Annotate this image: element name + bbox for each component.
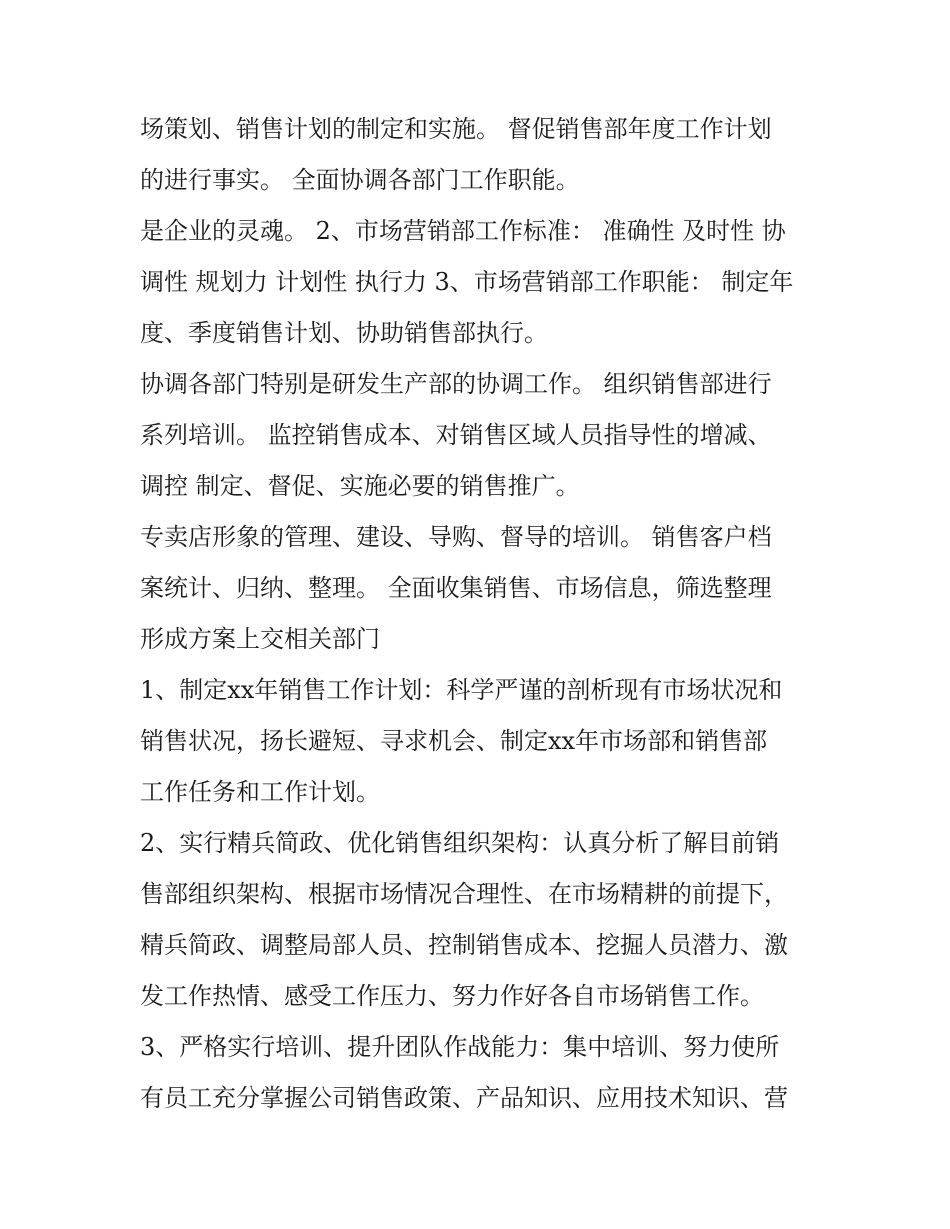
text-line: 销售状况，扬长避短、寻求机会、制定xx年市场部和销售部 (140, 727, 768, 755)
text-line: 售部组织架构、根据市场情况合理性、在市场精耕的前提下， (140, 880, 788, 908)
text-line: 场策划、销售计划的制定和实施。 督促销售部年度工作计划 (140, 115, 772, 143)
text-line: 是企业的灵魂。 2、市场营销部工作标准： 准确性 及时性 协 (140, 217, 786, 245)
text-line: 形成方案上交相关部门 (140, 625, 380, 653)
text-line: 调控 制定、督促、实施必要的销售推广。 (140, 472, 580, 500)
text-line: 1、制定xx年销售工作计划：科学严谨的剖析现有市场状况和 (140, 676, 783, 704)
text-line: 发工作热情、感受工作压力、努力作好各自市场销售工作。 (140, 982, 764, 1010)
text-line: 有员工充分掌握公司销售政策、产品知识、应用技术知识、营 (140, 1084, 788, 1112)
text-line: 度、季度销售计划、协助销售部执行。 (140, 319, 548, 347)
text-line: 2、实行精兵简政、优化销售组织架构：认真分析了解目前销 (140, 829, 780, 857)
text-line: 协调各部门特别是研发生产部的协调工作。 组织销售部进行 (140, 370, 772, 398)
text-line: 工作任务和工作计划。 (140, 778, 380, 806)
text-line: 调性 规划力 计划性 执行力 3、市场营销部工作职能： 制定年 (140, 268, 794, 296)
text-line: 系列培训。 监控销售成本、对销售区域人员指导性的增减、 (140, 421, 772, 449)
text-line: 的进行事实。 全面协调各部门工作职能。 (140, 166, 580, 194)
text-line: 专卖店形象的管理、建设、导购、督导的培训。 销售客户档 (140, 523, 772, 551)
text-line: 精兵简政、调整局部人员、控制销售成本、挖掘人员潜力、激 (140, 931, 788, 959)
text-line: 3、严格实行培训、提升团队作战能力：集中培训、努力使所 (140, 1033, 780, 1061)
text-line: 案统计、归纳、整理。 全面收集销售、市场信息，筛选整理 (140, 574, 772, 602)
document-body (140, 104, 820, 1124)
